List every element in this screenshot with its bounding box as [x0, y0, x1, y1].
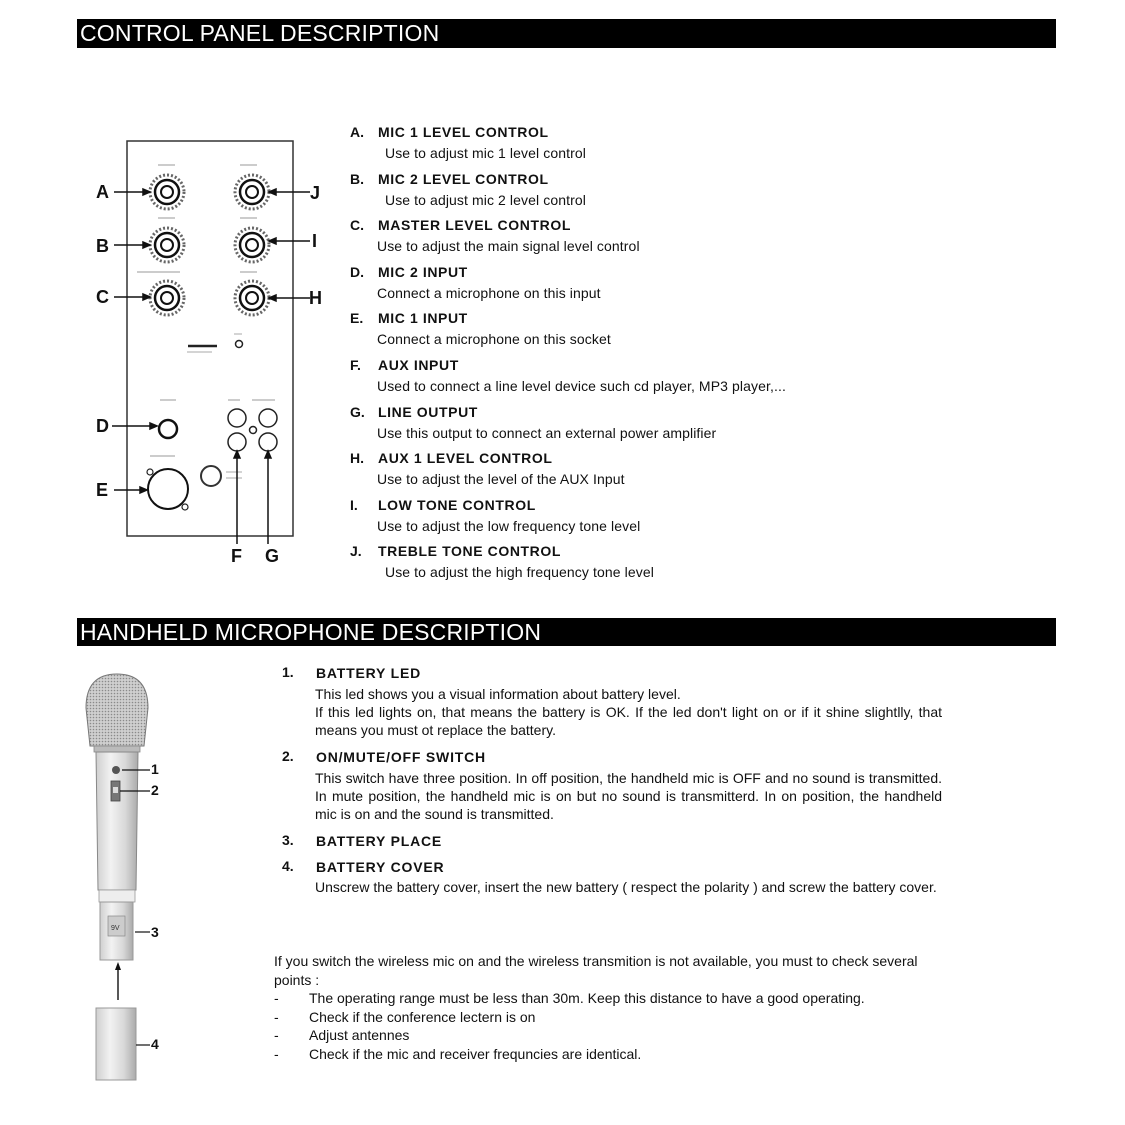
item-title: AUX INPUT [378, 356, 459, 373]
item-title: TREBLE TONE CONTROL [378, 543, 562, 560]
list-item: - Adjust antennes [274, 1027, 410, 1043]
panel-label-j: J [310, 183, 321, 203]
mic-label-4: 4 [151, 1036, 159, 1052]
item-text: Connect a microphone on this socket [377, 331, 611, 348]
list-item: 2. ON/MUTE/OFF SWITCH This switch have three position. In off position, the handheld mic is OFF and no sound is transmitted. In mute position, the handheld mic is on but no sound is transmitterd. In on position, the handheld mic is on and the sound is transmitted. [282, 748, 942, 822]
list-item: - Check if the conference lectern is on [274, 1008, 536, 1025]
panel-label-f: F [231, 546, 242, 566]
item-title: ON/MUTE/OFF SWITCH [316, 749, 486, 765]
panel-label-c: C [96, 287, 109, 307]
item-text: Connect a microphone on this input [377, 284, 601, 301]
list-item: 1. BATTERY LED This led shows you a visual information about battery level. If this led lights on, that means the battery is OK. If the led don't light on or if it shine slightlly, that means you must ot replace the battery. [282, 664, 942, 738]
control-panel-heading: CONTROL PANEL DESCRIPTION [77, 19, 1056, 48]
list-item: 3. BATTERY PLACE [282, 832, 942, 850]
item-title: AUX 1 LEVEL CONTROL [378, 450, 553, 467]
item-title: BATTERY PLACE [316, 833, 443, 849]
item-title: LINE OUTPUT [378, 403, 478, 420]
item-text: Unscrew the battery cover, insert the new battery ( respect the polarity ) and screw the battery cover. [315, 879, 937, 895]
item-title: BATTERY COVER [316, 859, 445, 875]
list-item: H. AUX 1 LEVEL CONTROL Use to adjust the level of the AUX Input [350, 450, 625, 488]
list-item: I. LOW TONE CONTROL Use to adjust the low frequency tone level [350, 496, 641, 534]
list-item: - Check if the mic and receiver frequncies are identical. [274, 1045, 642, 1062]
item-title: BATTERY LED [316, 665, 421, 681]
item-text: This switch have three position. In off position, the handheld mic is OFF and no sound is transmitted. In mute position, the handheld mic is on but no sound is transmitterd. In on position, the handheld mic is on and the sound is transmitted. [315, 770, 942, 822]
list-item: D. MIC 2 INPUT Connect a microphone on this input [350, 263, 601, 301]
item-title: MIC 1 INPUT [378, 310, 468, 327]
item-title: MASTER LEVEL CONTROL [378, 217, 571, 234]
list-item: A. MIC 1 LEVEL CONTROL Use to adjust mic 1 level control [350, 124, 586, 161]
item-text: Use to adjust mic 2 level control [385, 191, 586, 208]
item-text: Use this output to connect an external power amplifier [377, 424, 717, 441]
item-text: Use to adjust the low frequency tone level [377, 517, 641, 534]
item-text: This led shows you a visual information about battery level. If this led lights on, that means the battery is OK. If the led don't light on or if it shine slightlly, that means you must ot replace the battery. [315, 686, 942, 738]
notes-list [274, 989, 942, 1063]
mic-label-1: 1 [151, 761, 159, 777]
item-title: MIC 2 LEVEL CONTROL [378, 170, 549, 187]
item-text: Use to adjust the high frequency tone level [385, 564, 654, 581]
item-text: Use to adjust the main signal level control [377, 238, 640, 255]
list-item: - The operating range must be less than 30m. Keep this distance to have a good operating. [274, 990, 865, 1006]
panel-label-d: D [96, 416, 109, 436]
list-item: C. MASTER LEVEL CONTROL Use to adjust the main signal level control [350, 217, 640, 255]
battery-label: 9V [111, 925, 120, 932]
item-text: Used to connect a line level device such cd player, MP3 player,... [377, 377, 786, 394]
handheld-heading: HANDHELD MICROPHONE DESCRIPTION [77, 618, 1056, 646]
handheld-mic-diagram [80, 668, 200, 1088]
panel-label-i: I [312, 231, 318, 251]
mic-label-2: 2 [151, 782, 159, 798]
troubleshooting-notes [274, 952, 942, 1063]
list-item: J. TREBLE TONE CONTROL Use to adjust the high frequency tone level [350, 543, 654, 581]
item-title: MIC 2 INPUT [378, 263, 468, 280]
panel-label-h: H [309, 288, 322, 308]
list-item: E. MIC 1 INPUT Connect a microphone on this socket [350, 310, 611, 348]
list-item: 4. BATTERY COVER Unscrew the battery cover, insert the new battery ( respect the polarity ) and screw the battery cover. [282, 858, 942, 896]
panel-label-e: E [96, 480, 109, 500]
list-item: B. MIC 2 LEVEL CONTROL Use to adjust mic 2 level control [350, 170, 586, 208]
list-item: G. LINE OUTPUT Use this output to connect an external power amplifier [350, 403, 717, 441]
item-title: LOW TONE CONTROL [378, 496, 536, 513]
panel-label-g: G [265, 546, 280, 566]
item-text: Use to adjust mic 1 level control [385, 145, 586, 161]
control-description-list [350, 124, 870, 590]
item-text: Use to adjust the level of the AUX Input [377, 471, 625, 488]
panel-label-b: B [96, 236, 109, 256]
list-item: F. AUX INPUT Used to connect a line level device such cd player, MP3 player,... [350, 356, 786, 394]
item-title: MIC 1 LEVEL CONTROL [378, 124, 549, 140]
mic-label-3: 3 [151, 924, 159, 940]
notes-intro: If you switch the wireless mic on and the wireless transmition is not available, you must to check several points : [274, 953, 918, 988]
panel-label-a: A [96, 182, 109, 202]
